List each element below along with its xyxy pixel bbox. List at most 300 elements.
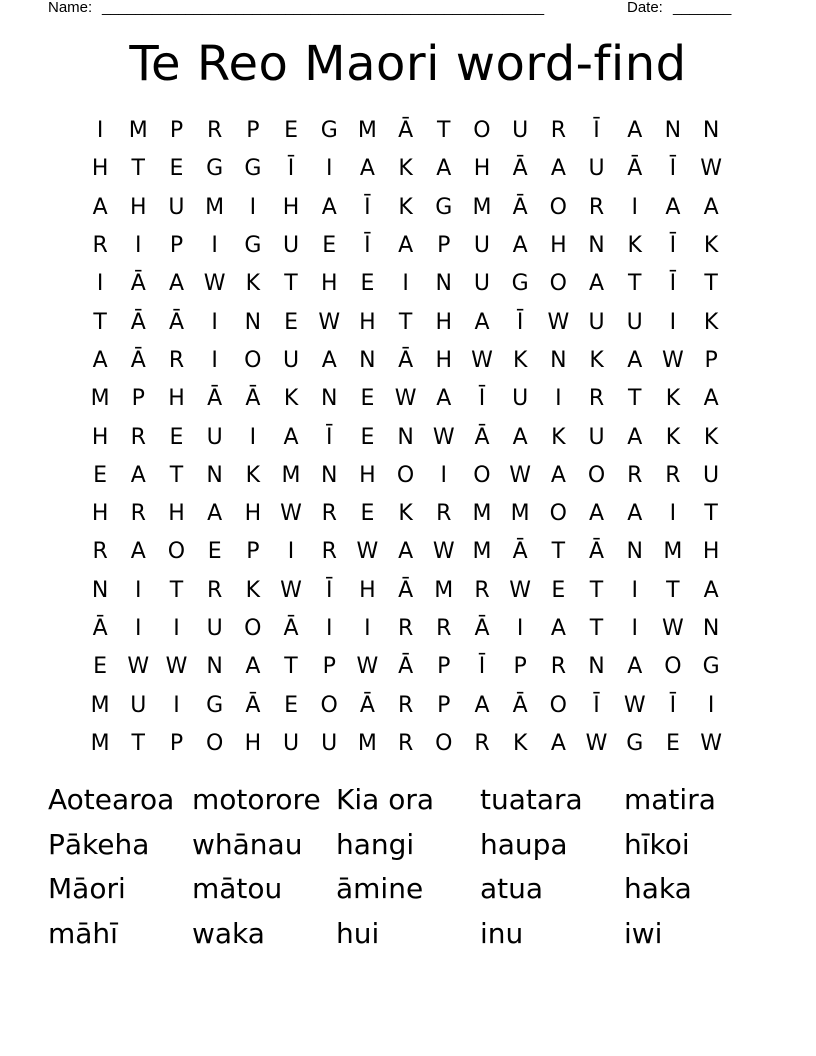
grid-letter[interactable]: W (318, 309, 341, 335)
grid-letter[interactable]: E (284, 118, 298, 144)
grid-letter[interactable]: H (473, 156, 491, 182)
grid-letter[interactable]: R (130, 501, 146, 527)
grid-letter[interactable]: E (284, 692, 298, 718)
grid-letter[interactable]: A (207, 501, 223, 527)
grid-letter[interactable]: N (664, 118, 682, 144)
grid-letter[interactable]: I (249, 424, 257, 450)
grid-letter[interactable]: P (513, 654, 527, 680)
grid-letter[interactable]: N (702, 118, 720, 144)
grid-letter[interactable]: E (360, 271, 375, 297)
grid-letter[interactable]: Ā (130, 271, 146, 297)
grid-letter[interactable]: I (135, 616, 142, 641)
grid-letter[interactable]: W (662, 616, 684, 641)
grid-letter[interactable]: P (437, 233, 451, 259)
grid-letter[interactable]: Ī (669, 233, 677, 259)
grid-letter[interactable]: N (320, 386, 338, 412)
grid-letter[interactable]: K (551, 424, 566, 450)
grid-letter[interactable]: G (206, 692, 224, 718)
grid-letter[interactable]: I (631, 194, 638, 220)
grid-letter[interactable]: P (169, 118, 184, 144)
grid-letter[interactable]: I (325, 156, 333, 182)
grid-letter[interactable]: E (360, 424, 375, 450)
grid-letter[interactable]: M (90, 386, 110, 412)
grid-letter[interactable]: Ī (516, 309, 524, 335)
grid-letter[interactable]: Ā (512, 194, 528, 220)
grid-letter[interactable]: Ī (325, 577, 333, 603)
grid-letter[interactable]: A (92, 347, 108, 373)
grid-row (81, 303, 731, 341)
grid-letter[interactable]: M (205, 194, 225, 220)
grid-letter[interactable]: W (356, 654, 379, 680)
grid-letter[interactable]: T (551, 539, 566, 565)
grid-letter[interactable]: H (168, 501, 185, 527)
grid-letter[interactable]: U (130, 692, 147, 718)
grid-letter[interactable]: Ī (325, 424, 333, 450)
grid-letter[interactable]: Ā (130, 309, 146, 335)
grid-letter[interactable]: Ī (364, 233, 371, 259)
grid-letter[interactable]: O (664, 654, 682, 680)
grid-letter[interactable]: P (437, 654, 451, 680)
grid-letter[interactable]: O (396, 462, 415, 488)
grid-letter[interactable]: I (287, 539, 295, 565)
name-label: Name: (48, 0, 93, 16)
grid-letter[interactable]: N (626, 539, 643, 565)
grid-letter[interactable]: P (704, 347, 718, 373)
grid-letter[interactable]: U (206, 616, 223, 641)
grid-letter[interactable]: O (244, 616, 262, 641)
grid-letter[interactable]: O (549, 271, 567, 297)
grid-letter[interactable]: N (435, 271, 453, 297)
grid-letter[interactable]: T (627, 271, 642, 297)
grid-letter[interactable]: T (284, 271, 298, 297)
grid-letter[interactable]: Ā (474, 616, 490, 641)
grid-letter[interactable]: K (398, 501, 413, 527)
grid-letter[interactable]: W (280, 501, 302, 527)
grid-letter[interactable]: H (91, 156, 109, 182)
grid-letter[interactable]: R (627, 462, 643, 488)
grid-letter[interactable]: N (244, 309, 262, 335)
grid-letter[interactable]: Ā (398, 577, 414, 603)
grid-row (81, 610, 731, 648)
grid-letter[interactable]: O (320, 692, 338, 718)
grid-letter[interactable]: W (623, 692, 646, 718)
grid-letter[interactable]: E (169, 156, 184, 182)
grid-letter[interactable]: N (550, 347, 567, 373)
grid-letter[interactable]: N (206, 654, 223, 680)
grid-letter[interactable]: I (135, 233, 142, 259)
grid-letter[interactable]: E (169, 424, 184, 450)
grid-letter[interactable]: W (700, 730, 722, 756)
grid-letter[interactable]: I (135, 577, 142, 603)
grid-row (81, 495, 731, 533)
grid-letter[interactable]: O (473, 118, 491, 144)
grid-letter[interactable]: Ī (669, 692, 677, 718)
grid-letter[interactable]: W (394, 386, 417, 412)
grid-letter[interactable]: N (702, 616, 720, 641)
grid-letter[interactable]: O (473, 462, 491, 488)
grid-letter[interactable]: W (165, 654, 188, 680)
grid-letter[interactable]: O (549, 501, 567, 527)
grid-letter[interactable]: A (627, 347, 643, 373)
grid-letter[interactable]: N (206, 462, 223, 488)
grid-letter[interactable]: O (205, 730, 224, 756)
grid-letter[interactable]: N (588, 654, 605, 680)
grid-letter[interactable]: P (169, 730, 184, 756)
grid-letter[interactable]: I (173, 692, 180, 718)
grid-letter[interactable]: H (435, 309, 453, 335)
grid-letter[interactable]: Ā (245, 386, 261, 412)
grid-letter[interactable]: W (432, 424, 455, 450)
grid-letter[interactable]: T (284, 654, 298, 680)
grid-letter[interactable]: R (474, 730, 490, 756)
grid-letter[interactable]: I (555, 386, 562, 412)
grid-letter[interactable]: R (588, 194, 605, 220)
grid-letter[interactable]: P (437, 692, 451, 718)
grid-letter[interactable]: I (96, 118, 104, 144)
grid-letter[interactable]: I (516, 616, 524, 641)
grid-letter[interactable]: T (589, 616, 604, 641)
grid-letter[interactable]: O (587, 462, 606, 488)
grid-letter[interactable]: R (397, 616, 414, 641)
grid-letter[interactable]: I (96, 271, 104, 297)
grid-letter[interactable]: M (90, 730, 110, 756)
grid-letter[interactable]: N (397, 424, 414, 450)
grid-letter[interactable]: G (702, 654, 720, 680)
grid-letter[interactable]: I (211, 347, 218, 373)
grid-letter[interactable]: T (93, 309, 107, 335)
grid-letter[interactable]: K (398, 156, 413, 182)
grid-letter[interactable]: U (626, 309, 643, 335)
grid-letter[interactable]: U (282, 347, 300, 373)
grid-letter[interactable]: P (246, 118, 260, 144)
grid-letter[interactable]: Ā (283, 616, 299, 641)
grid-letter[interactable]: W (547, 309, 570, 335)
grid-letter[interactable]: K (245, 271, 261, 297)
grid-letter[interactable]: M (281, 462, 301, 488)
grid-letter[interactable]: Ī (478, 654, 486, 680)
grid-letter[interactable]: I (669, 309, 677, 335)
grid-letter[interactable]: I (173, 616, 180, 641)
grid-letter[interactable]: K (589, 347, 604, 373)
grid-letter[interactable]: G (626, 730, 644, 756)
grid-letter[interactable]: U (282, 730, 300, 756)
grid-letter[interactable]: I (440, 462, 448, 488)
grid-letter[interactable]: P (131, 386, 145, 412)
grid-letter[interactable]: R (397, 730, 414, 756)
grid-letter[interactable]: R (321, 539, 337, 565)
grid-letter[interactable]: W (585, 730, 608, 756)
grid-letter[interactable]: A (436, 156, 452, 182)
grid-letter[interactable]: G (435, 194, 453, 220)
grid-letter[interactable]: W (662, 347, 684, 373)
grid-letter[interactable]: R (550, 118, 566, 144)
grid-letter[interactable]: E (551, 577, 566, 603)
grid-letter[interactable]: A (589, 271, 605, 297)
grid-letter[interactable]: H (91, 424, 109, 450)
grid-letter[interactable]: A (627, 501, 643, 527)
grid-letter[interactable]: G (511, 271, 529, 297)
grid-letter[interactable]: N (588, 233, 605, 259)
grid-letter[interactable]: A (550, 616, 566, 641)
grid-letter[interactable]: K (398, 194, 413, 220)
grid-letter[interactable]: P (246, 539, 260, 565)
grid-letter[interactable]: Ā (245, 692, 261, 718)
grid-letter[interactable]: T (398, 309, 413, 335)
grid-letter[interactable]: Ī (364, 194, 371, 220)
grid-letter[interactable]: T (704, 501, 718, 527)
grid-letter[interactable]: K (665, 386, 681, 412)
grid-letter[interactable]: A (474, 692, 490, 718)
grid-letter[interactable]: I (211, 309, 218, 335)
grid-letter[interactable]: A (130, 462, 146, 488)
grid-letter[interactable]: I (211, 233, 218, 259)
grid-letter[interactable]: A (92, 194, 108, 220)
grid-letter[interactable]: A (168, 271, 184, 297)
grid-letter[interactable]: M (357, 730, 377, 756)
grid-letter[interactable]: O (435, 730, 453, 756)
grid-letter[interactable]: U (473, 271, 491, 297)
grid-letter[interactable]: N (320, 462, 338, 488)
grid-letter[interactable]: I (402, 271, 409, 297)
grid-letter[interactable]: U (321, 730, 338, 756)
grid-letter[interactable]: Ī (287, 156, 295, 182)
grid-letter[interactable]: H (702, 539, 720, 565)
word-bank-item: āmine (336, 872, 424, 905)
grid-letter[interactable]: K (245, 577, 261, 603)
grid-letter[interactable]: A (550, 156, 566, 182)
grid-letter[interactable]: U (473, 233, 491, 259)
grid-letter[interactable]: K (703, 309, 719, 335)
grid-letter[interactable]: Ā (398, 118, 414, 144)
grid-letter[interactable]: I (249, 194, 257, 220)
grid-letter[interactable]: Ā (398, 347, 414, 373)
grid-letter[interactable]: A (321, 347, 337, 373)
grid-letter[interactable]: G (244, 233, 262, 259)
grid-letter[interactable]: I (707, 692, 715, 718)
grid-letter[interactable]: O (167, 539, 186, 565)
grid-letter[interactable]: H (320, 271, 338, 297)
grid-letter[interactable]: H (435, 347, 453, 373)
grid-letter[interactable]: R (397, 692, 414, 718)
grid-letter[interactable]: U (512, 386, 529, 412)
grid-letter[interactable]: A (703, 577, 719, 603)
grid-letter[interactable]: U (168, 194, 185, 220)
grid-letter[interactable]: A (398, 539, 414, 565)
grid-letter[interactable]: O (244, 347, 262, 373)
word-search-grid[interactable] (81, 112, 731, 763)
grid-letter[interactable]: T (131, 730, 145, 756)
grid-letter[interactable]: R (588, 386, 605, 412)
grid-letter[interactable]: M (472, 539, 492, 565)
grid-letter[interactable]: Ā (398, 654, 414, 680)
grid-letter[interactable]: K (627, 233, 642, 259)
grid-letter[interactable]: W (203, 271, 226, 297)
grid-letter[interactable]: M (472, 194, 492, 220)
grid-letter[interactable]: Ā (474, 424, 490, 450)
grid-letter[interactable]: K (703, 424, 719, 450)
grid-letter[interactable]: R (436, 616, 452, 641)
grid-letter[interactable]: E (207, 539, 222, 565)
grid-letter[interactable]: H (359, 577, 376, 603)
grid-letter[interactable]: E (93, 462, 108, 488)
grid-letter[interactable]: A (283, 424, 299, 450)
grid-letter[interactable]: I (325, 616, 333, 641)
grid-letter[interactable]: E (284, 309, 298, 335)
grid-letter[interactable]: U (282, 233, 300, 259)
name-field[interactable]: _____________________________________________________ (102, 0, 545, 16)
grid-letter[interactable]: R (665, 462, 681, 488)
grid-letter[interactable]: R (92, 539, 108, 565)
grid-letter[interactable]: A (130, 539, 146, 565)
grid-letter[interactable]: G (320, 118, 338, 144)
grid-letter[interactable]: P (169, 233, 184, 259)
grid-letter[interactable]: Ā (168, 309, 184, 335)
grid-letter[interactable]: U (703, 462, 720, 488)
grid-letter[interactable]: T (627, 386, 642, 412)
grid-letter[interactable]: H (130, 194, 147, 220)
grid-letter[interactable]: A (550, 462, 566, 488)
grid-letter[interactable]: M (434, 577, 454, 603)
grid-letter[interactable]: R (436, 501, 452, 527)
grid-letter[interactable]: O (549, 194, 567, 220)
grid-letter[interactable]: A (703, 386, 719, 412)
grid-letter[interactable]: Ā (589, 539, 605, 565)
grid-letter[interactable]: G (206, 156, 224, 182)
grid-letter[interactable]: O (549, 692, 567, 718)
grid-letter[interactable]: A (627, 118, 643, 144)
grid-letter[interactable]: W (509, 577, 532, 603)
grid-letter[interactable]: A (550, 730, 566, 756)
grid-letter[interactable]: Ī (669, 271, 677, 297)
grid-letter[interactable]: A (627, 654, 643, 680)
grid-letter[interactable]: I (669, 501, 677, 527)
grid-letter[interactable]: Ā (512, 156, 528, 182)
grid-letter[interactable]: I (364, 616, 371, 641)
grid-letter[interactable]: R (550, 654, 566, 680)
grid-letter[interactable]: H (550, 233, 567, 259)
grid-letter[interactable]: T (589, 577, 604, 603)
grid-letter[interactable]: H (359, 462, 376, 488)
grid-letter[interactable]: I (631, 577, 638, 603)
grid-letter[interactable]: K (703, 233, 719, 259)
grid-letter[interactable]: R (207, 118, 223, 144)
grid-letter[interactable]: Ā (359, 692, 375, 718)
grid-row (81, 725, 731, 763)
grid-letter[interactable]: W (280, 577, 302, 603)
grid-letter[interactable]: M (90, 692, 110, 718)
grid-letter[interactable]: A (627, 424, 643, 450)
grid-letter[interactable]: Ī (478, 386, 486, 412)
grid-letter[interactable]: W (509, 462, 532, 488)
grid-letter[interactable]: K (665, 424, 681, 450)
page-title: Te Reo Maori word-find (129, 36, 687, 92)
grid-letter[interactable]: U (588, 309, 605, 335)
grid-letter[interactable]: Ā (512, 692, 528, 718)
grid-letter[interactable]: A (512, 424, 528, 450)
grid-letter[interactable]: U (512, 118, 529, 144)
grid-letter[interactable]: Ā (627, 156, 643, 182)
grid-letter[interactable]: A (398, 233, 414, 259)
grid-letter[interactable]: E (322, 233, 337, 259)
grid-letter[interactable]: M (128, 118, 148, 144)
grid-letter[interactable]: T (437, 118, 451, 144)
grid-letter[interactable]: A (436, 386, 452, 412)
grid-letter[interactable]: K (283, 386, 299, 412)
grid-letter[interactable]: M (357, 118, 377, 144)
grid-letter[interactable]: Ā (512, 539, 528, 565)
grid-letter[interactable]: A (703, 194, 719, 220)
grid-letter[interactable]: T (169, 577, 184, 603)
grid-letter[interactable]: A (245, 654, 261, 680)
grid-letter[interactable]: R (130, 424, 146, 450)
grid-letter[interactable]: N (91, 577, 109, 603)
grid-letter[interactable]: W (471, 347, 493, 373)
grid-letter[interactable]: A (359, 156, 375, 182)
grid-letter[interactable]: H (91, 501, 109, 527)
grid-letter[interactable]: H (359, 309, 376, 335)
grid-letter[interactable]: A (474, 309, 490, 335)
grid-letter[interactable]: E (360, 501, 375, 527)
grid-letter[interactable]: M (663, 539, 683, 565)
grid-letter[interactable]: T (704, 271, 718, 297)
grid-letter[interactable]: A (512, 233, 528, 259)
grid-letter[interactable]: H (168, 386, 185, 412)
grid-letter[interactable]: R (207, 577, 223, 603)
grid-letter[interactable]: H (244, 730, 262, 756)
grid-letter[interactable]: N (359, 347, 376, 373)
grid-letter[interactable]: U (588, 424, 605, 450)
grid-letter[interactable]: T (666, 577, 680, 603)
grid-letter[interactable]: R (321, 501, 337, 527)
grid-letter[interactable]: W (700, 156, 722, 182)
grid-letter[interactable]: W (127, 654, 150, 680)
grid-letter[interactable]: I (631, 616, 638, 641)
grid-letter[interactable]: W (356, 539, 379, 565)
grid-letter[interactable]: M (510, 501, 530, 527)
date-field[interactable]: _______ (673, 0, 732, 16)
grid-letter[interactable]: A (665, 194, 681, 220)
grid-letter[interactable]: R (168, 347, 185, 373)
grid-letter[interactable]: H (282, 194, 300, 220)
grid-letter[interactable]: K (512, 347, 528, 373)
grid-letter[interactable]: Ā (207, 386, 223, 412)
grid-letter[interactable]: E (360, 386, 375, 412)
grid-letter[interactable]: P (322, 654, 336, 680)
grid-letter[interactable]: G (244, 156, 262, 182)
grid-letter[interactable]: E (665, 730, 680, 756)
grid-letter[interactable]: W (432, 539, 455, 565)
grid-letter[interactable]: R (92, 233, 108, 259)
grid-letter[interactable]: T (131, 156, 145, 182)
grid-letter[interactable]: Ā (130, 347, 146, 373)
grid-letter[interactable]: R (474, 577, 490, 603)
grid-letter[interactable]: A (589, 501, 605, 527)
grid-letter[interactable]: K (245, 462, 261, 488)
grid-letter[interactable]: Ī (593, 118, 600, 144)
grid-letter[interactable]: K (512, 730, 528, 756)
grid-letter[interactable]: E (93, 654, 108, 680)
grid-letter[interactable]: H (244, 501, 262, 527)
grid-letter[interactable]: Ā (92, 616, 108, 641)
grid-row (81, 342, 731, 380)
grid-letter[interactable]: Ī (669, 156, 677, 182)
grid-letter[interactable]: Ī (593, 692, 600, 718)
grid-letter[interactable]: U (588, 156, 605, 182)
grid-letter[interactable]: U (206, 424, 223, 450)
grid-letter[interactable]: M (472, 501, 492, 527)
grid-letter[interactable]: T (169, 462, 184, 488)
grid-letter[interactable]: A (321, 194, 337, 220)
